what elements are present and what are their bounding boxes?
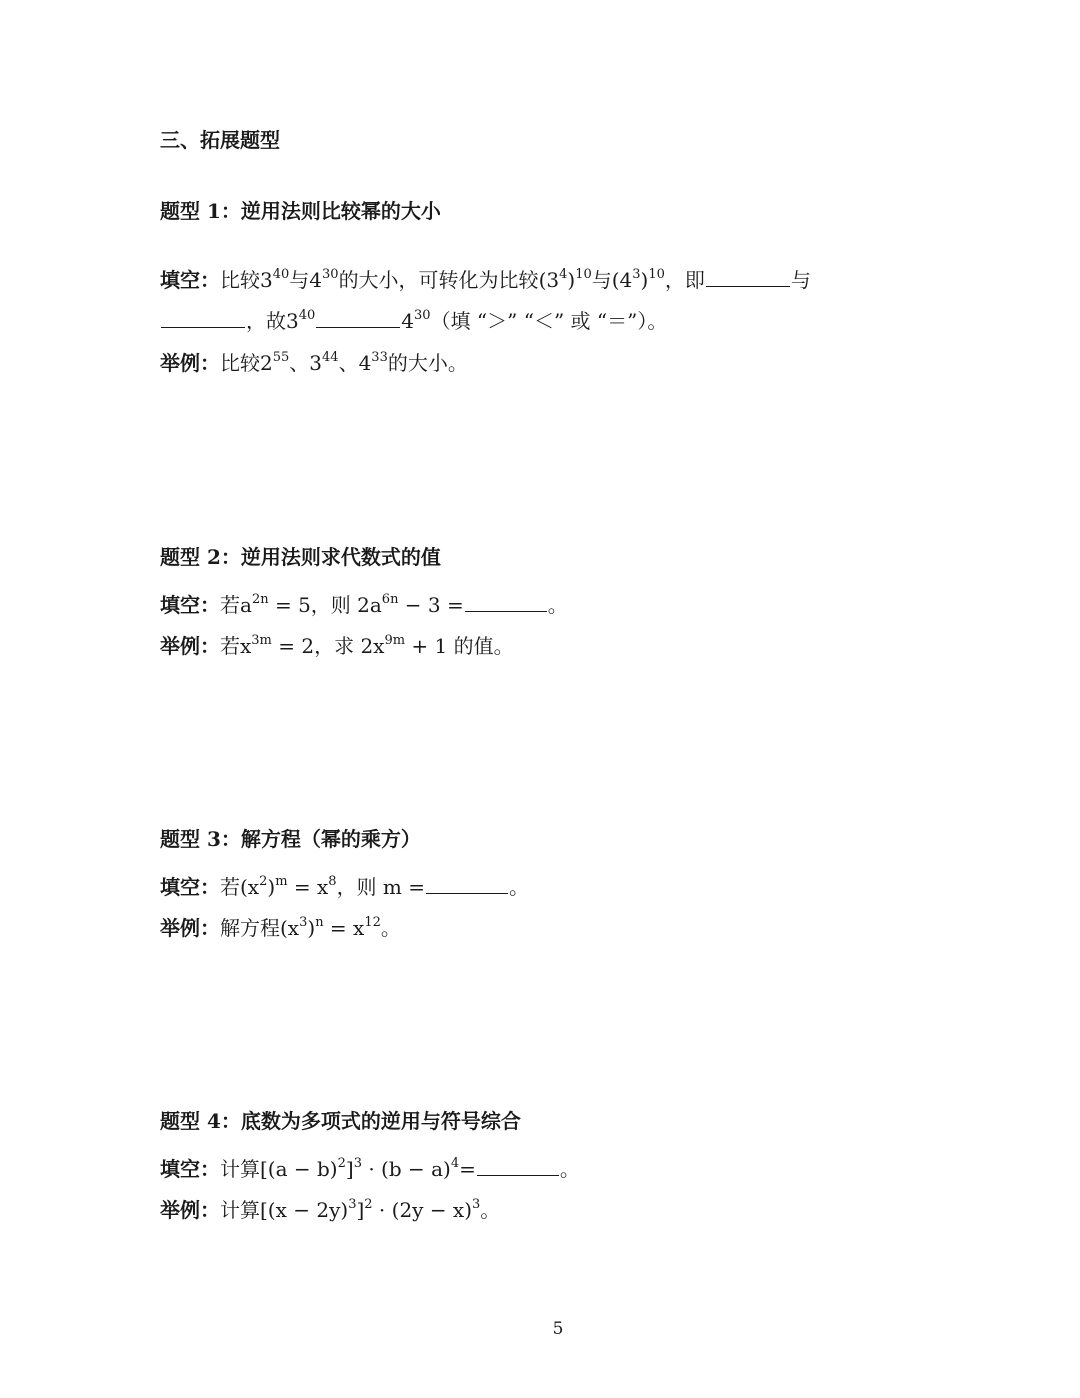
text: = 5，则 2a	[268, 593, 382, 617]
math-base: (3	[538, 268, 560, 292]
text: + 1 的值。	[405, 634, 514, 658]
text: 的大小。	[387, 351, 468, 375]
math-base: 3	[260, 268, 273, 292]
text: − 3 =	[398, 593, 464, 617]
text: （填 “＞” “＜” 或 “＝”）。	[430, 309, 668, 333]
text: 。	[559, 1157, 580, 1181]
text: 。	[547, 593, 568, 617]
math-exponent: 2	[259, 874, 268, 889]
page-number: 5	[552, 1319, 564, 1339]
math-exponent: 4	[559, 267, 568, 282]
math-exponent: n	[315, 915, 324, 930]
math-exponent: 2n	[251, 592, 269, 607]
math-exponent: 44	[322, 350, 339, 365]
example-label: 举例：	[160, 1198, 220, 1222]
text: 计算[(x − 2y)	[220, 1198, 349, 1222]
answer-blank[interactable]	[316, 307, 400, 328]
answer-blank[interactable]	[161, 307, 245, 328]
q2-title: 题型 2：逆用法则求代数式的值	[160, 545, 441, 569]
answer-blank[interactable]	[477, 1155, 559, 1176]
math-exponent: 6n	[381, 592, 399, 607]
math-exponent: m	[275, 874, 288, 889]
math-paren: )	[640, 268, 649, 292]
math-exponent: 4	[450, 1156, 460, 1171]
text: = x	[323, 916, 365, 940]
text: 。	[380, 916, 401, 940]
math-exponent: 3	[299, 915, 308, 930]
text: )	[307, 916, 316, 940]
math-exponent: 3	[348, 1197, 357, 1212]
text: · (2y − x)	[372, 1198, 473, 1222]
math-base: 4	[358, 351, 372, 375]
text: 与	[790, 268, 811, 292]
math-base: (4	[611, 268, 633, 292]
text: 比较	[220, 351, 260, 375]
text: =	[459, 1157, 476, 1181]
math-base: 4	[401, 309, 415, 333]
math-exponent: 9m	[384, 633, 406, 648]
math-exponent: 33	[371, 350, 388, 365]
text: ]	[356, 1198, 365, 1222]
math-exponent: 40	[272, 267, 290, 282]
text: = 2，求 2x	[271, 634, 385, 658]
text: 计算[(a − b)	[220, 1157, 338, 1181]
q4-title: 题型 4：底数为多项式的逆用与符号综合	[160, 1109, 521, 1133]
text: 若x	[220, 634, 252, 658]
text: ，故	[246, 309, 286, 333]
math-exponent: 55	[272, 350, 290, 365]
text: ，即	[664, 268, 705, 292]
math-paren: )	[567, 268, 576, 292]
section-title: 三、拓展题型	[160, 128, 280, 152]
example-label: 举例：	[160, 916, 220, 940]
math-base: 3	[286, 309, 299, 333]
answer-blank[interactable]	[465, 591, 547, 612]
q1-fill-line-1	[160, 266, 811, 294]
q3-fill	[160, 873, 529, 901]
math-exponent: 2	[337, 1156, 346, 1171]
math-exponent: 3	[472, 1197, 481, 1212]
math-exponent: 10	[648, 267, 665, 282]
math-exponent: 3	[353, 1156, 362, 1171]
text: 与	[289, 268, 310, 292]
text: 若(x	[220, 875, 260, 899]
text: 。	[509, 875, 529, 899]
example-label: 举例：	[160, 351, 220, 375]
text: 的大小，可转化为比较	[338, 268, 539, 292]
q2-example	[160, 632, 514, 660]
text: )	[267, 875, 276, 899]
answer-blank[interactable]	[706, 266, 790, 287]
math-exponent: 2	[364, 1197, 373, 1212]
q2-fill	[160, 591, 568, 619]
q4-example	[160, 1196, 500, 1224]
fill-label: 填空：	[160, 268, 220, 292]
fill-label: 填空：	[160, 593, 220, 617]
text: 、	[338, 351, 359, 375]
text: 解方程(x	[220, 916, 300, 940]
math-exponent: 3m	[251, 633, 272, 648]
text: = x	[287, 875, 329, 899]
math-base: 4	[309, 268, 323, 292]
answer-blank[interactable]	[426, 873, 508, 894]
math-exponent: 10	[575, 267, 592, 282]
math-exponent: 8	[328, 874, 337, 889]
fill-label: 填空：	[160, 875, 220, 899]
text: · (b − a)	[361, 1157, 451, 1181]
q4-fill	[160, 1155, 580, 1183]
text: 若a	[220, 593, 252, 617]
math-exponent: 40	[298, 308, 316, 323]
math-exponent: 12	[364, 915, 381, 930]
fill-label: 填空：	[160, 1157, 220, 1181]
example-label: 举例：	[160, 634, 220, 658]
q3-title: 题型 3：解方程（幂的乘方）	[160, 827, 421, 851]
math-exponent: 30	[322, 267, 339, 282]
math-base: 3	[309, 351, 323, 375]
q1-example	[160, 349, 468, 377]
math-base: 2	[260, 351, 273, 375]
q1-title: 题型 1：逆用法则比较幂的大小	[160, 199, 441, 223]
text: ]	[345, 1157, 354, 1181]
math-exponent: 3	[632, 267, 641, 282]
q3-example	[160, 914, 401, 942]
text: 比较	[220, 268, 260, 292]
text: 、	[289, 351, 310, 375]
math-exponent: 30	[414, 308, 431, 323]
text: 。	[480, 1198, 501, 1222]
text: ，则 m =	[336, 875, 425, 899]
text: 与	[591, 268, 612, 292]
q1-fill-line-2	[160, 307, 667, 335]
